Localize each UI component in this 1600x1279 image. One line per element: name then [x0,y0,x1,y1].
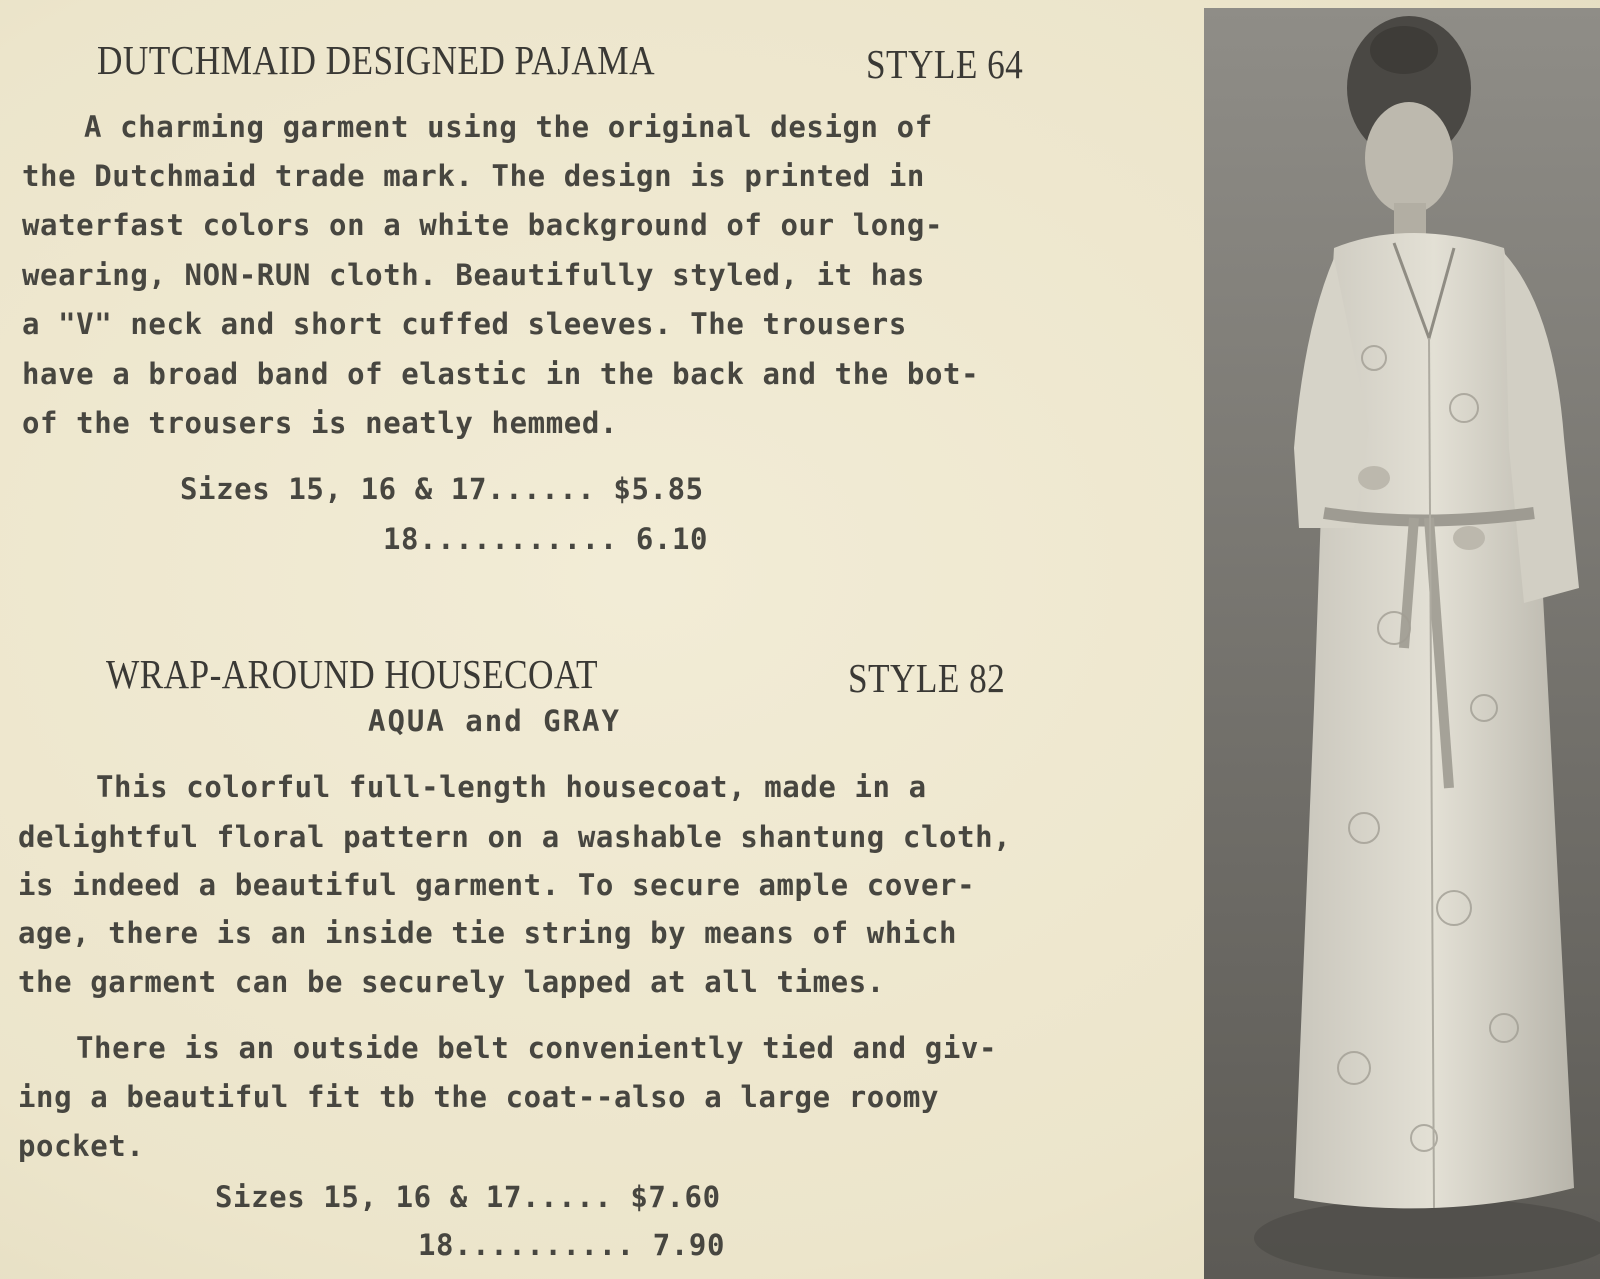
product1-price-line: 18........... 6.10 [383,522,709,556]
product1-style: STYLE 64 [866,41,1024,87]
product2-desc-line: ing a beautiful fit tb the coat--also a large roomy [18,1080,940,1114]
product2-desc-line: This colorful full-length housecoat, made in a [96,770,927,804]
housecoat-figure-illustration [1204,8,1600,1279]
product1-title: DUTCHMAID DESIGNED PAJAMA [97,37,655,83]
product2-desc-line: is indeed a beautiful garment. To secure ample cover- [18,868,976,902]
product2-style: STYLE 82 [848,655,1006,701]
product2-desc-line: delightful floral pattern on a washable shantung cloth, [18,820,1012,854]
product2-price-line: 18.......... 7.90 [418,1228,726,1262]
product2-title: WRAP-AROUND HOUSECOAT [106,651,598,697]
product1-desc-line: a "V" neck and short cuffed sleeves. The trousers [22,307,907,341]
product1-desc-line: wearing, NON-RUN cloth. Beautifully styled, it has [22,258,925,292]
product1-desc-line: of the trousers is neatly hemmed. [22,406,618,440]
product2-colors: AQUA and GRAY [368,704,621,738]
product2-desc-line: pocket. [18,1129,145,1163]
product2-price-line: Sizes 15, 16 & 17..... $7.60 [215,1180,721,1214]
product1-desc-line: A charming garment using the original design of [84,110,933,144]
product2-desc-line: There is an outside belt conveniently tied and giv- [76,1031,998,1065]
product2-desc-line: the garment can be securely lapped at all times. [18,965,885,999]
product1-price-line: Sizes 15, 16 & 17...... $5.85 [180,472,704,506]
product1-desc-line: have a broad band of elastic in the back and the bot- [22,357,980,391]
product2-desc-line: age, there is an inside tie string by means of which [18,916,958,950]
product1-desc-line: the Dutchmaid trade mark. The design is printed in [22,159,925,193]
model-photo [1204,8,1600,1279]
product1-desc-line: waterfast colors on a white background of our long- [22,208,944,242]
